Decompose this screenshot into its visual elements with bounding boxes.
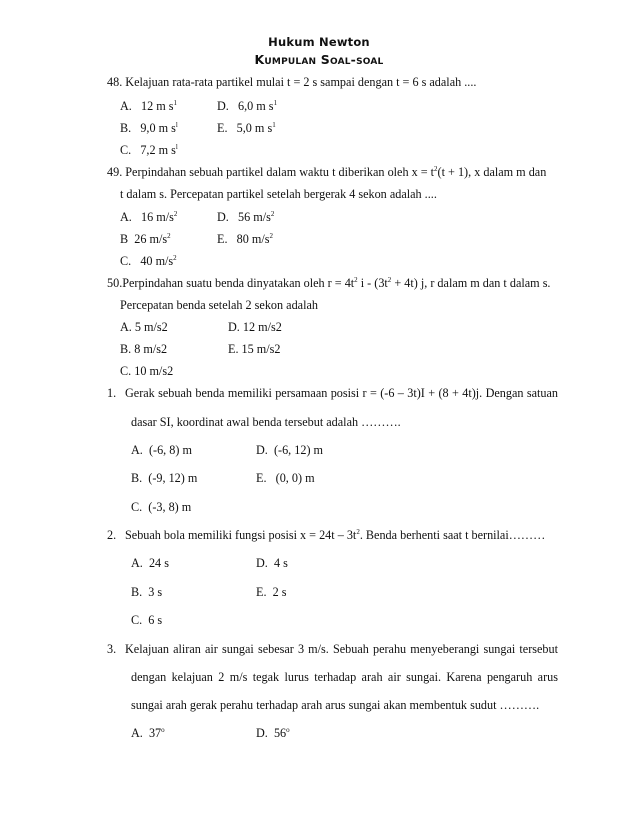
option-value: 7,2 m s	[140, 143, 176, 157]
option-label: D.	[256, 556, 268, 570]
q2-stem	[125, 528, 545, 542]
stem-text: (t + 1), x dalam m dan	[437, 165, 547, 179]
q49-option-c	[120, 254, 177, 268]
stem-sup: 2	[387, 276, 392, 284]
q1-stem-line1: Gerak sebuah benda memiliki persamaan posisi r = (-6 – 3t)I + (8 + 4t)j. Dengan satuan	[125, 386, 558, 400]
option-value: (-6, 8) m	[148, 443, 192, 457]
option-label: E.	[256, 585, 267, 599]
option-value: 6,0 m s	[238, 99, 274, 113]
option-label: C.	[120, 143, 132, 157]
option-label: C.	[131, 500, 143, 514]
q50-stem-line1	[107, 276, 550, 290]
stem-text: i - (3t	[357, 276, 388, 290]
option-sup: 2	[269, 232, 273, 240]
option-label: B	[120, 232, 129, 246]
option-label: A.	[131, 443, 143, 457]
option-sup: 2	[167, 232, 171, 240]
option-sup: 1	[273, 99, 278, 107]
q1-option-c	[131, 500, 191, 514]
option-value: (-3, 8) m	[148, 500, 192, 514]
q2-option-c	[131, 613, 162, 627]
stem-text: Sebuah bola memiliki fungsi posisi x = 24t – 3t	[125, 528, 357, 542]
q3-number: 3.	[107, 642, 117, 656]
q1-option-e	[256, 471, 315, 485]
option-sup: 2	[270, 210, 275, 218]
option-label: E.	[217, 121, 228, 135]
option-label: B.	[131, 471, 143, 485]
q48-option-a	[120, 99, 177, 113]
option-label: A.	[131, 556, 143, 570]
option-label: E.	[217, 232, 228, 246]
q1-option-b	[131, 471, 197, 485]
option-value: 37	[148, 726, 162, 740]
document-subtitle: Kumpulan Soal-soal	[254, 52, 384, 67]
q49-option-b	[120, 232, 171, 246]
option-value: 12 m s	[141, 99, 174, 113]
option-value: 80 m/s	[236, 232, 270, 246]
option-value: 4 s	[273, 556, 288, 570]
option-value: (0, 0) m	[275, 471, 315, 485]
option-value: 16 m/s	[141, 210, 174, 224]
option-value: 24 s	[148, 556, 169, 570]
option-sup: 1	[173, 99, 178, 107]
q3-stem-line2: dengan kelajuan 2 m/s tegak lurus terhadap arah air sungai. Karena pengaruh arus	[131, 670, 558, 684]
option-value: 56	[273, 726, 287, 740]
q2-option-e	[256, 585, 286, 599]
option-label: B.	[120, 121, 132, 135]
q50-option-a: A. 5 m/s2	[120, 320, 168, 334]
q48-stem: 48. Kelajuan rata-rata partikel mulai t = 2 s sampai dengan t = 6 s adalah ....	[107, 75, 477, 89]
option-sup: 2	[173, 210, 178, 218]
document-title: Hukum Newton	[268, 35, 370, 49]
option-label: D.	[217, 99, 229, 113]
stem-sup: 2	[354, 276, 358, 284]
q49-stem-line1	[107, 165, 546, 179]
option-sup: o	[161, 726, 165, 734]
option-sup: l	[175, 121, 178, 129]
option-label: A.	[120, 210, 132, 224]
q2-option-d	[256, 556, 288, 570]
option-sup: 1	[272, 121, 276, 129]
stem-text: + 4t) j, r dalam m dan t dalam s.	[391, 276, 551, 290]
q2-option-b	[131, 585, 162, 599]
q1-stem-line2: dasar SI, koordinat awal benda tersebut adalah ……….	[131, 415, 401, 429]
option-label: D.	[256, 726, 268, 740]
q50-option-b: B. 8 m/s2	[120, 342, 168, 356]
q50-option-d: D. 12 m/s2	[228, 320, 282, 334]
option-value: (-6, 12) m	[273, 443, 324, 457]
option-label: A.	[120, 99, 132, 113]
q1-option-d	[256, 443, 323, 457]
option-value: 2 s	[272, 585, 287, 599]
q2-option-a	[131, 556, 169, 570]
q1-number: 1.	[107, 386, 117, 400]
option-value: (-9, 12) m	[148, 471, 198, 485]
stem-sup: 2	[434, 165, 438, 173]
option-sup: 2	[173, 254, 177, 262]
option-label: D.	[217, 210, 229, 224]
option-value: 6 s	[148, 613, 163, 627]
option-sup: l	[175, 143, 178, 151]
q3-stem-line3: sungai arah gerak perahu terhadap arah arus sungai akan membentuk sudut ……….	[131, 698, 540, 712]
stem-text: 50.Perpindahan suatu benda dinyatakan oleh r = 4t	[107, 276, 355, 290]
q1-option-a	[131, 443, 192, 457]
option-sup: o	[286, 726, 290, 734]
q49-option-a	[120, 210, 177, 224]
q48-option-e	[217, 121, 276, 135]
q49-option-e	[217, 232, 273, 246]
option-label: E.	[256, 471, 267, 485]
q48-option-b	[120, 121, 178, 135]
q50-option-e: E. 15 m/s2	[228, 342, 281, 356]
stem-sup: 2	[356, 528, 360, 536]
option-label: C.	[131, 613, 143, 627]
option-value: 40 m/s	[140, 254, 174, 268]
q50-stem-line2: Percepatan benda setelah 2 sekon adalah	[120, 298, 318, 312]
q50-option-c: C. 10 m/s2	[120, 364, 174, 378]
option-label: A.	[131, 726, 143, 740]
option-value: 3 s	[148, 585, 163, 599]
q3-option-d	[256, 726, 290, 740]
option-value: 56 m/s	[238, 210, 271, 224]
stem-text: . Benda berhenti saat t bernilai………	[359, 528, 546, 542]
q3-stem-line1: Kelajuan aliran air sungai sebesar 3 m/s. Sebuah perahu menyeberangi sungai tersebut	[125, 642, 558, 656]
q2-number: 2.	[107, 528, 117, 542]
q49-stem-line2: t dalam s. Percepatan partikel setelah bergerak 4 sekon adalah ....	[120, 187, 437, 201]
option-label: D.	[256, 443, 268, 457]
option-value: 5,0 m s	[236, 121, 273, 135]
q48-option-d	[217, 99, 277, 113]
stem-text: 49. Perpindahan sebuah partikel dalam waktu t diberikan oleh x = t	[107, 165, 435, 179]
q48-option-c	[120, 143, 178, 157]
option-value: 26 m/s	[134, 232, 168, 246]
option-value: 9,0 m s	[140, 121, 176, 135]
q49-option-d	[217, 210, 274, 224]
option-label: B.	[131, 585, 143, 599]
q3-option-a	[131, 726, 165, 740]
option-label: C.	[120, 254, 132, 268]
